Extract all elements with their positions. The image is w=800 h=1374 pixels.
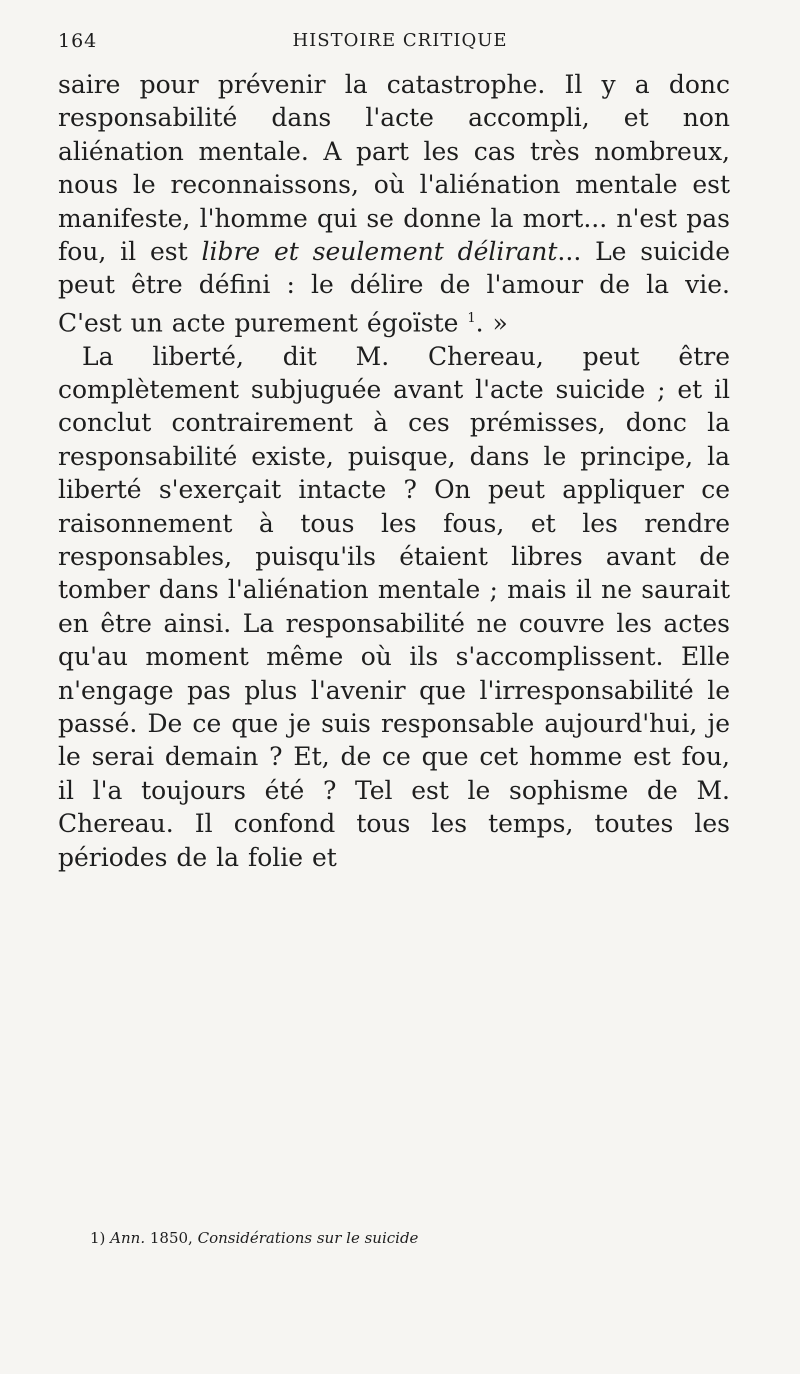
running-head (0, 30, 800, 54)
paragraph-1-text-a: saire pour prévenir la catastrophe. Il y a donc responsabilité dans l'acte accompli, et non aliénation mentale. A part les cas très nombreux, nous le reconnaissons, où l'aliénation mentale est manifeste, l'homme qui se donne la mort... n'est pas fou, il est (58, 70, 730, 267)
footnote-year: 1850, (149, 1229, 193, 1247)
paragraph-1-end: . » (475, 308, 508, 338)
footnote-mark-ref: 1 (90, 1229, 100, 1247)
body-text (58, 68, 730, 874)
footnote: 1) Ann. 1850, Considérations sur le suicide (90, 1229, 419, 1247)
paragraph-1 (58, 68, 730, 340)
footnote-title: Considérations sur le suicide (197, 1229, 419, 1247)
paragraph-2: La liberté, dit M. Chereau, peut être complètement subjuguée avant l'acte suicide ; et il conclut contrairement à ces prémisses, donc la responsabilité existe, puisque, dans le principe, la liberté s'exerçait intacte ? On peut appliquer ce raisonnement à tous les fous, et les rendre responsables, puisqu'ils étaient libres avant de tomber dans l'aliénation mentale ; mais il ne saurait en être ainsi. La responsabilité ne couvre les actes qu'au moment même où ils s'accomplissent. Elle n'engage pas plus l'avenir que l'irresponsabilité le passé. De ce que je suis responsable aujourd'hui, je le serai demain ? Et, de ce que cet homme est fou, il l'a toujours été ? Tel est le sophisme de M. Chereau. Il confond tous les temps, toutes les périodes de la folie et (58, 341, 730, 872)
running-title: HISTOIRE CRITIQUE (292, 30, 508, 51)
page-number: 164 (58, 30, 98, 52)
footnote-mark: 1 (467, 310, 476, 326)
footnote-author: Ann. (110, 1229, 146, 1247)
paragraph-1-text-b: ... Le suicide peut être défini : le délire de l'amour de la vie. C'est un acte purement égoïste (58, 237, 730, 338)
emphasis-libre: libre et seulement délirant (201, 237, 558, 267)
